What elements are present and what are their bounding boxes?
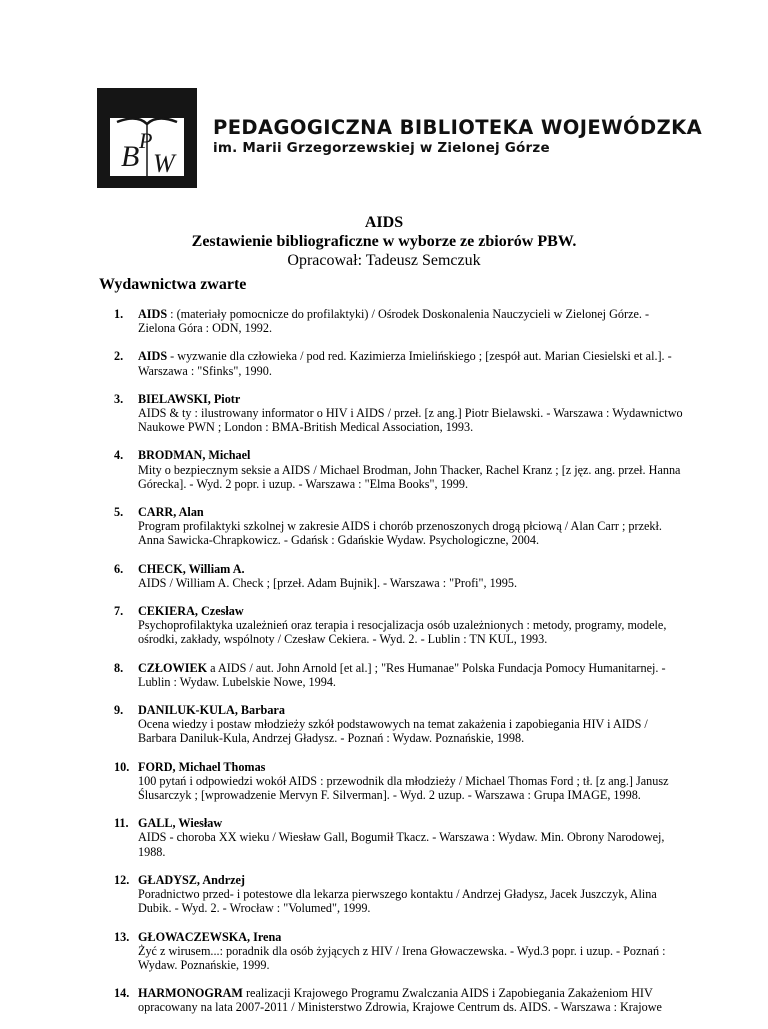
entry-number: 14. xyxy=(114,986,130,1001)
entry-body xyxy=(138,349,684,377)
library-name: PEDAGOGICZNA BIBLIOTEKA WOJEWÓDZKA xyxy=(213,116,703,139)
entry-body xyxy=(138,703,684,746)
bibliography-entry xyxy=(114,661,684,689)
bibliography-entry xyxy=(114,760,684,803)
bibliography-entry xyxy=(114,349,684,377)
entry-description: Program profilaktyki szkolnej w zakresie AIDS i chorób przenoszonych drogą płciową / Alan Carr ; przekł. Anna Sawicka-Chrapkowicz. - Gdańsk : Gdańskie Wydaw. Psychologiczne, 2004. xyxy=(138,519,662,548)
bibliography-entry xyxy=(114,873,684,916)
entry-number: 6. xyxy=(114,561,124,576)
library-logo xyxy=(97,88,197,188)
bibliography-entry xyxy=(114,562,684,590)
entry-number: 10. xyxy=(114,759,130,774)
entry-heading: BRODMAN, Michael xyxy=(138,448,251,463)
entry-body xyxy=(138,307,684,335)
entry-heading: GŁADYSZ, Andrzej xyxy=(138,872,245,887)
bibliography-entry xyxy=(114,505,684,548)
entry-description: Żyć z wirusem...: poradnik dla osób żyjących z HIV / Irena Głowaczewska. - Wyd.3 popr. i uzup. - Poznań : Wydaw. Poznańskie, 1999. xyxy=(138,943,666,972)
entry-description: Ocena wiedzy i postaw młodzieży szkół podstawowych na temat zakażenia i zapobiegania HIV i AIDS / Barbara Daniluk-Kula, Andrzej Gładysz. - Poznań : Wydaw. Poznańskie, 1998. xyxy=(138,717,648,746)
bibliography-entry xyxy=(114,448,684,491)
entry-heading: HARMONOGRAM xyxy=(138,986,243,1001)
entry-heading: CEKIERA, Czesław xyxy=(138,604,244,619)
document-subtitle: Zestawienie bibliograficzne w wyborze ze zbiorów PBW. xyxy=(191,233,577,250)
entry-body xyxy=(138,505,684,548)
entry-heading: BIELAWSKI, Piotr xyxy=(138,391,241,406)
entry-body xyxy=(138,930,684,973)
entry-heading: CZŁOWIEK xyxy=(138,660,208,675)
entry-number: 8. xyxy=(114,660,124,675)
entry-heading: DANILUK-KULA, Barbara xyxy=(138,703,285,718)
entry-description: : (materiały pomocnicze do profilaktyki) / Ośrodek Doskonalenia Nauczycieli w Zielonej Górze. - Zielona Góra : ODN, 1992. xyxy=(138,307,650,336)
bibliography-entry xyxy=(114,604,684,647)
entry-description: AIDS & ty : ilustrowany informator o HIV i AIDS / przeł. [z ang.] Piotr Bielawski. - Warszawa : Wydawnictwo Naukowe PWN ; London : BMA-British Medical Association, 1993. xyxy=(138,406,683,435)
entry-description: Poradnictwo przed- i potestowe dla lekarza pierwszego kontaktu / Andrzej Gładysz, Jacek Juszczyk, Alina Dubik. - Wyd. 2. - Wrocław : "Volumed", 1999. xyxy=(138,887,657,916)
entry-number: 12. xyxy=(114,872,130,887)
entry-description: Psychoprofilaktyka uzależnień oraz terapia i resocjalizacja osób uzależnionych : metody, programy, modele, ośrodki, zakłady, wspólnoty / Czesław Cekiera. - Wyd. 2. - Lublin : TN KUL, 1993. xyxy=(138,618,667,647)
entry-heading: AIDS xyxy=(138,307,168,321)
entry-description: a AIDS / aut. John Arnold [et al.] ; "Res Humanae" Polska Fundacja Pomocy Humanitarnej. - Lublin : Wydaw. Lubelskie Nowe, 1994. xyxy=(138,660,666,689)
entry-number: 2. xyxy=(114,349,124,364)
entry-body xyxy=(138,760,684,803)
entry-description: Mity o bezpiecznym seksie a AIDS / Michael Brodman, John Thacker, Rachel Kranz ; [z jęz. ang. przeł. Hanna Górecka]. - Wyd. 2 popr. i uzup. - Warszawa : "Elma Books", 1999. xyxy=(138,462,681,491)
entry-body xyxy=(138,816,684,859)
entry-description: 100 pytań i odpowiedzi wokół AIDS : przewodnik dla młodzieży / Michael Thomas Ford ; tł. [z ang.] Janusz Ślusarczyk ; [wprowadzenie Mervyn F. Silverman]. - Wyd. 2 uzup. - Warszawa : Grupa IMAGE, 1998. xyxy=(138,773,669,803)
entry-description: realizacji Krajowego Programu Zwalczania AIDS i Zapobiegania Zakażeniom HIV opracowany na lata 2007-2011 / Ministerstwo Zdrowia, Krajowe Centrum ds. AIDS. - Warszawa : Krajowe xyxy=(138,986,662,1015)
svg-text:P: P xyxy=(139,128,153,153)
bibliography-entry xyxy=(114,930,684,973)
entry-body xyxy=(138,448,684,491)
entry-heading: GALL, Wiesław xyxy=(138,816,223,831)
entry-heading: FORD, Michael Thomas xyxy=(138,759,266,774)
section-heading: Wydawnictwa zwarte xyxy=(99,276,247,293)
entry-number: 3. xyxy=(114,391,124,406)
entry-body xyxy=(138,661,684,689)
entry-number: 11. xyxy=(114,816,129,831)
entry-body xyxy=(138,392,684,435)
bibliography-entry xyxy=(114,703,684,746)
entry-description: - wyzwanie dla człowieka / pod red. Kazimierza Imielińskiego ; [zespół aut. Marian Ciesielski et al.]. - Warszawa : "Sfinks", 1990. xyxy=(138,349,672,378)
entry-body xyxy=(138,604,684,647)
entry-description: AIDS / William A. Check ; [przeł. Adam Bujnik]. - Warszawa : "Profi", 1995. xyxy=(138,575,518,590)
entry-body xyxy=(138,873,684,916)
document-title-block xyxy=(0,213,768,270)
svg-text:B: B xyxy=(121,140,140,173)
bibliography-list xyxy=(114,307,684,1029)
document-author: Opracował: Tadeusz Semczuk xyxy=(287,252,481,269)
entry-number: 4. xyxy=(114,448,124,463)
entry-number: 1. xyxy=(114,307,124,321)
entry-number: 5. xyxy=(114,505,124,520)
document-title: AIDS xyxy=(364,214,404,231)
bibliography-entry xyxy=(114,986,684,1014)
entry-body xyxy=(138,562,684,590)
bpw-monogram xyxy=(97,88,197,188)
library-subtitle: im. Marii Grzegorzewskiej w Zielonej Górze xyxy=(213,140,550,156)
entry-heading: GŁOWACZEWSKA, Irena xyxy=(138,929,282,944)
bibliography-entry xyxy=(114,307,684,335)
entry-description: AIDS - choroba XX wieku / Wiesław Gall, Bogumił Tkacz. - Warszawa : Wydaw. Min. Obrony Narodowej, 1988. xyxy=(138,830,665,859)
entry-heading: CARR, Alan xyxy=(138,505,204,520)
svg-text:W: W xyxy=(153,149,175,178)
entry-body xyxy=(138,986,684,1014)
library-header xyxy=(97,88,703,188)
entry-number: 13. xyxy=(114,929,130,944)
bibliography-entry xyxy=(114,816,684,859)
entry-number: 7. xyxy=(114,604,124,619)
entry-number: 9. xyxy=(114,703,124,718)
entry-heading: CHECK, William A. xyxy=(138,561,245,576)
entry-heading: AIDS xyxy=(138,349,168,364)
bibliography-entry xyxy=(114,392,684,435)
